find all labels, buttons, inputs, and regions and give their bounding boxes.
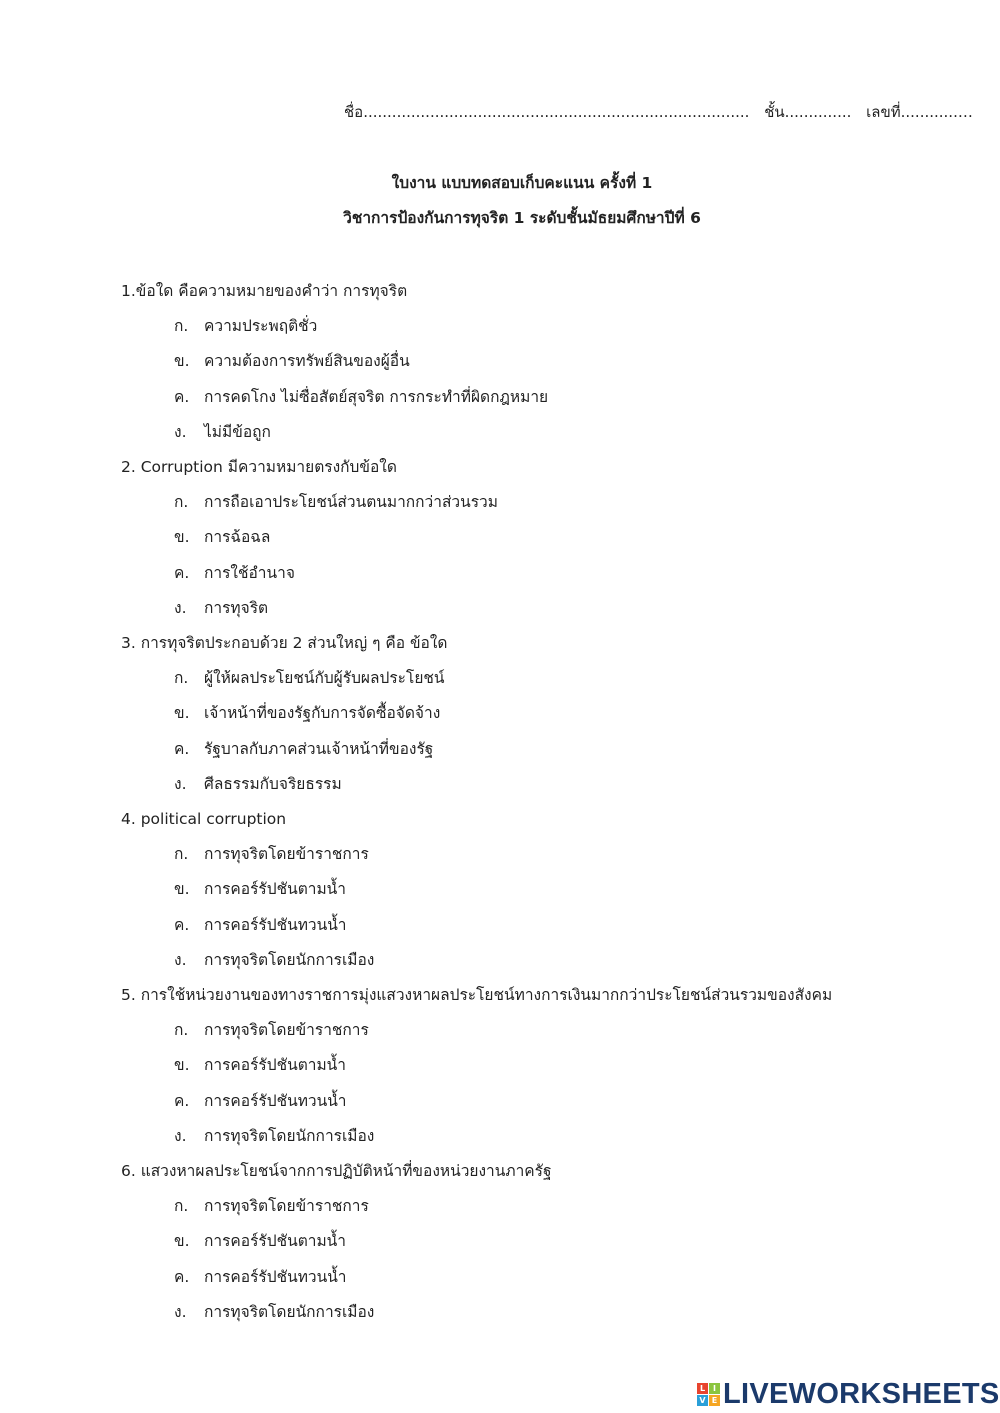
option-text: การคอร์รัปชันตามน้ำ — [204, 1056, 346, 1075]
answer-option[interactable] — [121, 520, 832, 555]
class-field[interactable]: ชั้น.............. — [764, 103, 852, 121]
question-text: 3. การทุจริตประกอบด้วย 2 ส่วนใหญ่ ๆ คือ ข้อใด — [121, 634, 448, 653]
option-label: ข. — [174, 528, 190, 547]
option-label: ง. — [174, 598, 187, 617]
option-label: ก. — [174, 845, 189, 864]
option-text: การฉ้อฉล — [204, 528, 271, 547]
answer-option[interactable] — [121, 908, 832, 943]
answer-option[interactable] — [121, 943, 832, 978]
badge-letter: L — [697, 1383, 708, 1394]
badge-letter: I — [709, 1383, 720, 1394]
question-list — [121, 274, 832, 1330]
option-text: ศีลธรรมกับจริยธรรม — [204, 774, 342, 793]
question-text: 5. การใช้หน่วยงานของทางราชการมุ่งแสวงหาผลประโยชน์ทางการเงินมากกว่าประโยชน์ส่วนรวมของสังคม — [121, 986, 833, 1005]
answer-option[interactable] — [121, 872, 832, 907]
option-label: ค. — [174, 563, 190, 582]
worksheet-title: ใบงาน แบบทดสอบเก็บคะแนน ครั้งที่ 1 — [391, 174, 653, 192]
option-text: ผู้ให้ผลประโยชน์กับผู้รับผลประโยชน์ — [204, 669, 445, 688]
answer-option[interactable] — [121, 1084, 832, 1119]
option-label: ค. — [174, 1091, 190, 1110]
option-text: การทุจริตโดยนักการเมือง — [204, 1126, 375, 1145]
answer-option[interactable] — [121, 485, 832, 520]
option-label: ก. — [174, 493, 189, 512]
option-label: ค. — [174, 915, 190, 934]
option-text: รัฐบาลกับภาคส่วนเจ้าหน้าที่ของรัฐ — [204, 739, 434, 758]
option-text: การใช้อำนาจ — [204, 563, 295, 582]
option-label: ง. — [174, 774, 187, 793]
question-text: 4. political corruption — [121, 810, 287, 829]
question-text: 2. Corruption มีความหมายตรงกับข้อใด — [121, 458, 397, 477]
option-label: ข. — [174, 880, 190, 899]
answer-option[interactable] — [121, 837, 832, 872]
option-text: การทุจริต — [204, 598, 269, 617]
answer-option[interactable] — [121, 309, 832, 344]
question-text: 1.ข้อใด คือความหมายของคำว่า การทุจริต — [121, 282, 408, 300]
option-text: การทุจริตโดยนักการเมือง — [204, 950, 375, 969]
answer-option[interactable] — [121, 767, 832, 802]
option-label: ก. — [174, 1021, 189, 1040]
option-label: ข. — [174, 352, 190, 371]
answer-option[interactable] — [121, 1260, 832, 1295]
liveworksheets-logo — [697, 1378, 1000, 1411]
option-label: ข. — [174, 1232, 190, 1251]
worksheet-subtitle: วิชาการป้องกันการทุจริต 1 ระดับชั้นมัธยมศึกษาปีที่ 6 — [343, 209, 701, 227]
option-label: ค. — [174, 387, 190, 406]
option-text: การทุจริตโดยข้าราชการ — [204, 1197, 369, 1216]
student-info-line — [344, 100, 983, 124]
option-label: ข. — [174, 704, 190, 723]
name-field[interactable]: ชื่อ................................................................................. — [344, 103, 750, 121]
option-text: ความต้องการทรัพย์สินของผู้อื่น — [204, 352, 410, 371]
option-text: การคอร์รัปชันทวนน้ำ — [204, 1267, 347, 1286]
option-text: การคอร์รัปชันทวนน้ำ — [204, 915, 347, 934]
option-label: ค. — [174, 1267, 190, 1286]
answer-option[interactable] — [121, 1013, 832, 1048]
answer-option[interactable] — [121, 556, 832, 591]
option-label: ง. — [174, 1126, 187, 1145]
option-label: ก. — [174, 317, 189, 336]
option-text: การทุจริตโดยนักการเมือง — [204, 1302, 375, 1321]
option-label: ข. — [174, 1056, 190, 1075]
answer-option[interactable] — [121, 1295, 832, 1330]
number-field[interactable]: เลขที่............… — [866, 103, 973, 121]
option-label: ง. — [174, 950, 187, 969]
option-label: ก. — [174, 1197, 189, 1216]
option-label: ค. — [174, 739, 190, 758]
live-badge-icon — [697, 1383, 720, 1406]
option-text: การทุจริตโดยข้าราชการ — [204, 1021, 369, 1040]
option-text: การถือเอาประโยชน์ส่วนตนมากกว่าส่วนรวม — [204, 493, 498, 512]
option-text: ไม่มีข้อถูก — [204, 422, 271, 441]
answer-option[interactable] — [121, 661, 832, 696]
badge-letter: V — [697, 1395, 708, 1406]
option-label: ง. — [174, 1302, 187, 1321]
answer-option[interactable] — [121, 1048, 832, 1083]
answer-option[interactable] — [121, 1119, 832, 1154]
answer-option[interactable] — [121, 696, 832, 731]
answer-option[interactable] — [121, 415, 832, 450]
option-text: การคอร์รัปชันทวนน้ำ — [204, 1091, 347, 1110]
answer-option[interactable] — [121, 380, 832, 415]
badge-letter: E — [709, 1395, 720, 1406]
option-text: การคดโกง ไม่ซื่อสัตย์สุจริต การกระทำที่ผิดกฎหมาย — [204, 387, 549, 406]
question-text: 6. แสวงหาผลประโยชน์จากการปฏิบัติหน้าที่ของหน่วยงานภาครัฐ — [121, 1162, 552, 1181]
option-text: การคอร์รัปชันตามน้ำ — [204, 880, 346, 899]
option-label: ก. — [174, 669, 189, 688]
option-text: การทุจริตโดยข้าราชการ — [204, 845, 369, 864]
option-text: การคอร์รัปชันตามน้ำ — [204, 1232, 346, 1251]
option-text: เจ้าหน้าที่ของรัฐกับการจัดซื้อจัดจ้าง — [204, 704, 441, 723]
answer-option[interactable] — [121, 344, 832, 379]
answer-option[interactable] — [121, 732, 832, 767]
answer-option[interactable] — [121, 1224, 832, 1259]
answer-option[interactable] — [121, 1189, 832, 1224]
option-label: ง. — [174, 422, 187, 441]
logo-text: LIVEWORKSHEETS — [723, 1378, 1000, 1410]
option-text: ความประพฤติชั่ว — [204, 317, 318, 336]
answer-option[interactable] — [121, 591, 832, 626]
